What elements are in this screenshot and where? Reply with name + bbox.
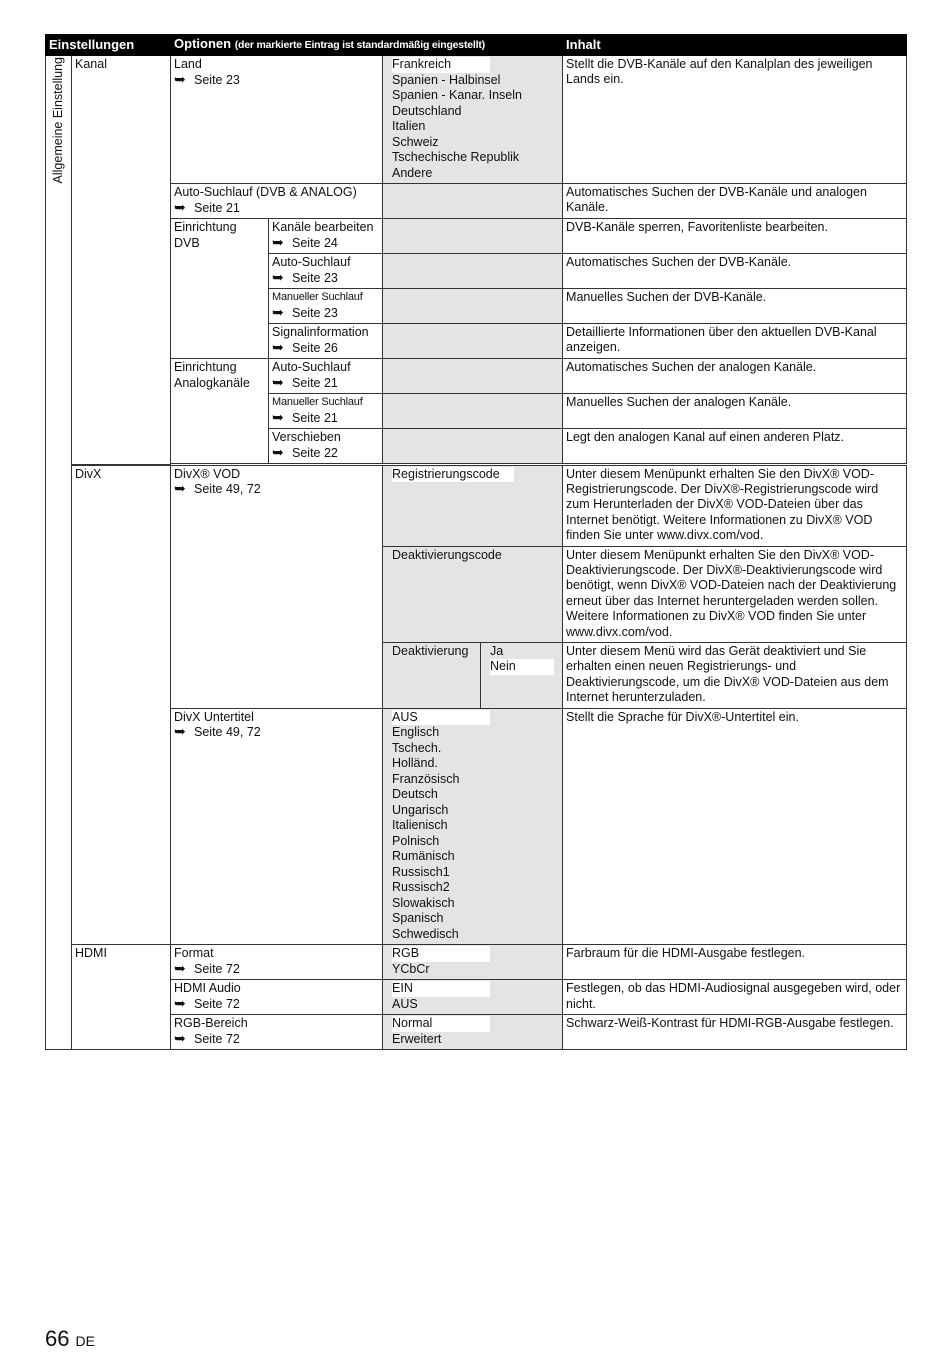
option-default: RGB	[392, 946, 490, 962]
header-optionen	[171, 35, 563, 56]
desc-hdmi-audio: Festlegen, ob das HDMI-Audiosignal ausgegeben wird, oder nicht.	[563, 980, 907, 1015]
option-item: Erweitert	[392, 1031, 442, 1046]
sub-desc: Detaillierte Informationen über den aktuellen DVB-Kanal anzeigen.	[563, 324, 907, 359]
table-row	[46, 219, 907, 254]
setting-subtitle-name: DivX Untertitel	[174, 709, 254, 724]
options-format	[383, 945, 563, 980]
language-code: DE	[75, 1333, 95, 1349]
sub-setting-name: Auto-Suchlauf	[272, 360, 351, 374]
setting-divx-vod	[171, 465, 383, 708]
options-deact-name	[383, 642, 481, 708]
page-footer	[45, 1326, 95, 1351]
page-ref: Seite 21	[292, 375, 338, 390]
sub-setting-name: Manueller Suchlauf	[272, 291, 363, 303]
options-empty	[383, 289, 563, 324]
option-item: Deaktivierungscode	[392, 547, 502, 562]
sub-setting	[269, 219, 383, 254]
group-kanal: Kanal	[72, 56, 171, 465]
table-row	[46, 1015, 907, 1050]
arrow-icon: ➥	[174, 480, 186, 496]
setting-dvb: Einrichtung DVB	[171, 219, 269, 359]
arrow-icon: ➥	[272, 373, 284, 390]
option-item: Andere	[392, 165, 433, 180]
arrow-icon: ➥	[174, 723, 186, 740]
option-item: Deutschland	[392, 103, 462, 118]
option-item: Russisch2	[392, 880, 450, 895]
option-item: Französisch	[392, 771, 460, 786]
table-header-row	[46, 35, 907, 56]
setting-divx-vod-name: DivX® VOD	[174, 466, 241, 481]
option-default: Frankreich	[392, 57, 490, 73]
arrow-icon: ➥	[272, 233, 284, 250]
sub-setting-name: Auto-Suchlauf	[272, 255, 351, 269]
option-item: AUS	[392, 996, 418, 1011]
sub-setting	[269, 394, 383, 429]
options-empty	[383, 429, 563, 464]
options-empty	[383, 254, 563, 289]
sub-setting	[269, 324, 383, 359]
sub-setting-name: Signalinformation	[272, 325, 369, 339]
options-empty	[383, 219, 563, 254]
desc-reg: Unter diesem Menüpunkt erhalten Sie den DivX® VOD-Registrierungscode. Der DivX®-Registrierungscode wird zum Herunterladen der DivX® VOD-Dateien über das Internet benötigt. Weitere Informationen zu DivX® VOD finden Sie unter www.divx.com/vod.	[563, 465, 907, 546]
page-ref: Seite 23	[292, 305, 338, 320]
desc-auto: Automatisches Suchen der DVB-Kanäle und analogen Kanäle.	[563, 184, 907, 219]
options-subtitle	[383, 708, 563, 945]
sub-setting	[269, 289, 383, 324]
sub-desc: Legt den analogen Kanal auf einen anderen Platz.	[563, 429, 907, 464]
option-item: Englisch	[392, 725, 440, 740]
option-default: AUS	[392, 710, 490, 726]
page-ref: Seite 26	[292, 340, 338, 355]
sub-setting-name: Verschieben	[272, 430, 341, 444]
sub-setting	[269, 254, 383, 289]
option-item: Ja	[490, 643, 504, 658]
arrow-icon: ➥	[272, 303, 284, 320]
option-item: Holländ.	[392, 756, 438, 771]
settings-table	[45, 34, 907, 1050]
page-ref: Seite 49, 72	[194, 725, 261, 740]
arrow-icon: ➥	[174, 70, 186, 87]
setting-land	[171, 56, 383, 184]
option-item: Slowakisch	[392, 895, 455, 910]
desc-subtitle: Stellt die Sprache für DivX®-Untertitel ein.	[563, 708, 907, 945]
group-divx: DivX	[72, 465, 171, 945]
options-reg	[383, 465, 563, 546]
option-item: Deutsch	[392, 787, 438, 802]
option-item: Italienisch	[392, 818, 448, 833]
table-row	[46, 980, 907, 1015]
setting-hdmi-audio-name: HDMI Audio	[174, 981, 241, 996]
option-item: Spanien - Halbinsel	[392, 72, 501, 87]
setting-hdmi-audio	[171, 980, 383, 1015]
options-empty	[383, 324, 563, 359]
options-empty	[383, 394, 563, 429]
options-empty	[383, 184, 563, 219]
option-item: Schwedisch	[392, 926, 459, 941]
sub-setting-name: Manueller Suchlauf	[272, 396, 363, 408]
sub-setting	[269, 359, 383, 394]
sub-desc: Manuelles Suchen der DVB-Kanäle.	[563, 289, 907, 324]
setting-format	[171, 945, 383, 980]
option-default: Registrierungscode	[392, 467, 514, 483]
setting-auto	[171, 184, 383, 219]
table-row	[46, 359, 907, 394]
table-row	[46, 184, 907, 219]
option-item: Deaktivierung	[392, 643, 469, 658]
option-item: Rumänisch	[392, 849, 455, 864]
arrow-icon: ➥	[272, 443, 284, 460]
option-item: Spanien - Kanar. Inseln	[392, 88, 522, 102]
option-item: Spanisch	[392, 911, 444, 926]
section-label: Allgemeine Einstellung	[50, 57, 65, 184]
page-ref: Seite 21	[292, 410, 338, 425]
options-hdmi-audio	[383, 980, 563, 1015]
table-row	[46, 945, 907, 980]
sub-desc: Manuelles Suchen der analogen Kanäle.	[563, 394, 907, 429]
options-land	[383, 56, 563, 184]
desc-dereg: Unter diesem Menüpunkt erhalten Sie den DivX® VOD-Deaktivierungscode. Der DivX®-Deaktivierungscode wird benötigt, wenn DivX® VOD-Dateien nach der Deaktivierung erneut über das Internet heruntergeladen werden sollen. Weitere Informationen zu DivX® VOD finden Sie unter www.divx.com/vod.	[563, 546, 907, 642]
option-item: YCbCr	[392, 961, 430, 976]
table-row	[46, 56, 907, 184]
page-ref: Seite 23	[292, 270, 338, 285]
page-ref: Seite 24	[292, 235, 338, 250]
option-item: Ungarisch	[392, 802, 449, 817]
setting-analog: Einrichtung Analogkanäle	[171, 359, 269, 464]
option-item: Tschech.	[392, 740, 442, 755]
options-deact	[481, 642, 563, 708]
page-number: 66	[45, 1326, 70, 1351]
header-optionen-label: Optionen	[174, 36, 232, 52]
desc-deact: Unter diesem Menü wird das Gerät deaktiviert und Sie erhalten einen neuen Registrierungs- und Deaktivierungscode, um die DivX® VOD-Dateien aus dem Internet herunterzuladen.	[563, 642, 907, 708]
option-item: Russisch1	[392, 864, 450, 879]
desc-format: Farbraum für die HDMI-Ausgabe festlegen.	[563, 945, 907, 980]
setting-subtitle	[171, 708, 383, 945]
header-einstellungen: Einstellungen	[46, 35, 171, 56]
group-hdmi: HDMI	[72, 945, 171, 1050]
sub-desc: Automatisches Suchen der analogen Kanäle.	[563, 359, 907, 394]
arrow-icon: ➥	[174, 1029, 186, 1046]
sub-desc: DVB-Kanäle sperren, Favoritenliste bearbeiten.	[563, 219, 907, 254]
option-default: EIN	[392, 981, 490, 997]
setting-format-name: Format	[174, 946, 214, 961]
desc-land: Stellt die DVB-Kanäle auf den Kanalplan des jeweiligen Lands ein.	[563, 56, 907, 184]
sub-setting	[269, 429, 383, 464]
setting-auto-name: Auto-Suchlauf (DVB & ANALOG)	[174, 185, 357, 199]
page-ref: Seite 22	[292, 445, 338, 460]
option-item: Italien	[392, 119, 426, 133]
arrow-icon: ➥	[272, 268, 284, 285]
arrow-icon: ➥	[272, 338, 284, 355]
options-dereg	[383, 546, 563, 642]
page-ref: Seite 72	[194, 961, 240, 976]
desc-rgb: Schwarz-Weiß-Kontrast für HDMI-RGB-Ausgabe festlegen.	[563, 1015, 907, 1050]
option-item: Polnisch	[392, 833, 440, 848]
table-row	[46, 708, 907, 945]
option-item: Schweiz	[392, 134, 439, 149]
option-default: Normal	[392, 1016, 490, 1032]
page-ref: Seite 23	[194, 72, 240, 87]
setting-land-name: Land	[174, 57, 202, 71]
page-ref: Seite 21	[194, 200, 240, 215]
options-empty	[383, 359, 563, 394]
table-row	[46, 465, 907, 546]
arrow-icon: ➥	[174, 994, 186, 1011]
sub-desc: Automatisches Suchen der DVB-Kanäle.	[563, 254, 907, 289]
arrow-icon: ➥	[174, 959, 186, 976]
setting-rgb-name: RGB-Bereich	[174, 1016, 248, 1031]
sub-setting-name: Kanäle bearbeiten	[272, 220, 374, 234]
header-optionen-note: (der markierte Eintrag ist standardmäßig eingestellt)	[234, 39, 485, 52]
arrow-icon: ➥	[272, 408, 284, 425]
section-label-cell	[46, 56, 72, 1050]
page-ref: Seite 72	[194, 1031, 240, 1046]
setting-rgb	[171, 1015, 383, 1050]
option-default: Nein	[490, 659, 554, 675]
arrow-icon: ➥	[174, 198, 186, 215]
option-item: Tschechische Republik	[392, 150, 520, 164]
page-ref: Seite 49, 72	[194, 482, 261, 496]
page-ref: Seite 72	[194, 996, 240, 1011]
options-rgb	[383, 1015, 563, 1050]
header-inhalt: Inhalt	[563, 35, 907, 56]
